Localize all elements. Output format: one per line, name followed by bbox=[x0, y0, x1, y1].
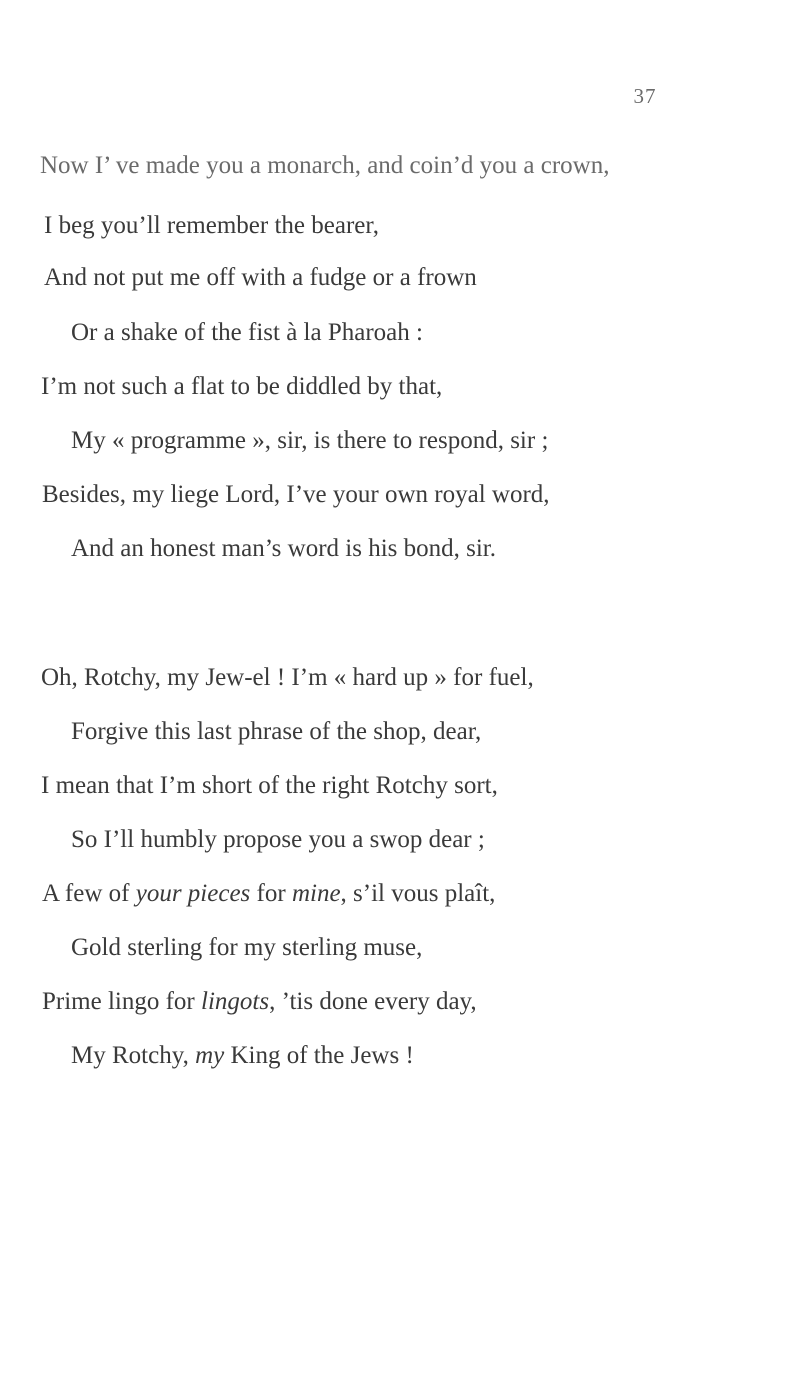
poem-line bbox=[71, 1041, 414, 1071]
line-text: I beg you’ll remember the bearer, bbox=[44, 212, 379, 239]
line-text: King of the Jews ! bbox=[224, 1042, 414, 1069]
italic-text: lingots bbox=[201, 988, 270, 1015]
page-number: 37 bbox=[633, 84, 657, 108]
line-text: Oh, Rotchy, my Jew-el ! I’m « hard up » for fuel, bbox=[41, 664, 534, 691]
line-text: , s’il vous plaît, bbox=[340, 880, 496, 907]
poem-line bbox=[42, 987, 477, 1017]
poem-line bbox=[71, 534, 496, 564]
line-text: My « programme », sir, is there to respond, sir ; bbox=[71, 427, 549, 454]
poem-line bbox=[71, 426, 548, 456]
poem-line bbox=[42, 879, 495, 909]
poem-line bbox=[71, 717, 481, 747]
line-text: I mean that I’m short of the right Rotchy sort, bbox=[41, 772, 498, 799]
poem-line bbox=[71, 825, 485, 855]
italic-text: my bbox=[195, 1042, 225, 1069]
line-text: My Rotchy, bbox=[71, 1042, 196, 1069]
line-text: And not put me off with a fudge or a frown bbox=[44, 264, 477, 291]
line-text: I’m not such a flat to be diddled by that, bbox=[41, 373, 443, 400]
poem-line bbox=[41, 771, 498, 801]
poem-line bbox=[40, 151, 609, 181]
line-text: Or a shake of the fist à la Pharoah : bbox=[71, 319, 423, 346]
poem-line bbox=[41, 372, 442, 402]
poem-line bbox=[44, 263, 477, 293]
line-text: Prime lingo for bbox=[42, 988, 202, 1015]
line-text: Forgive this last phrase of the shop, dear, bbox=[71, 718, 482, 745]
poem-line bbox=[42, 480, 550, 510]
line-text: Besides, my liege Lord, I’ve your own royal word, bbox=[42, 481, 550, 508]
line-text: So I’ll humbly propose you a swop dear ; bbox=[71, 826, 485, 853]
poem-line bbox=[71, 933, 422, 963]
line-text: for bbox=[250, 880, 292, 907]
line-text: , ’tis done every day, bbox=[269, 988, 477, 1015]
line-text: And an honest man’s word is his bond, sir. bbox=[71, 535, 496, 562]
line-text: Now I’ ve made you a monarch, and coin’d you a crown, bbox=[40, 152, 610, 179]
line-text: A few of bbox=[42, 880, 136, 907]
italic-text: mine bbox=[291, 880, 341, 907]
poem-line bbox=[44, 211, 379, 241]
line-text: Gold sterling for my sterling muse, bbox=[71, 934, 423, 961]
italic-text: your pieces bbox=[135, 880, 251, 907]
poem-line bbox=[71, 318, 423, 348]
poem-line bbox=[41, 663, 534, 693]
